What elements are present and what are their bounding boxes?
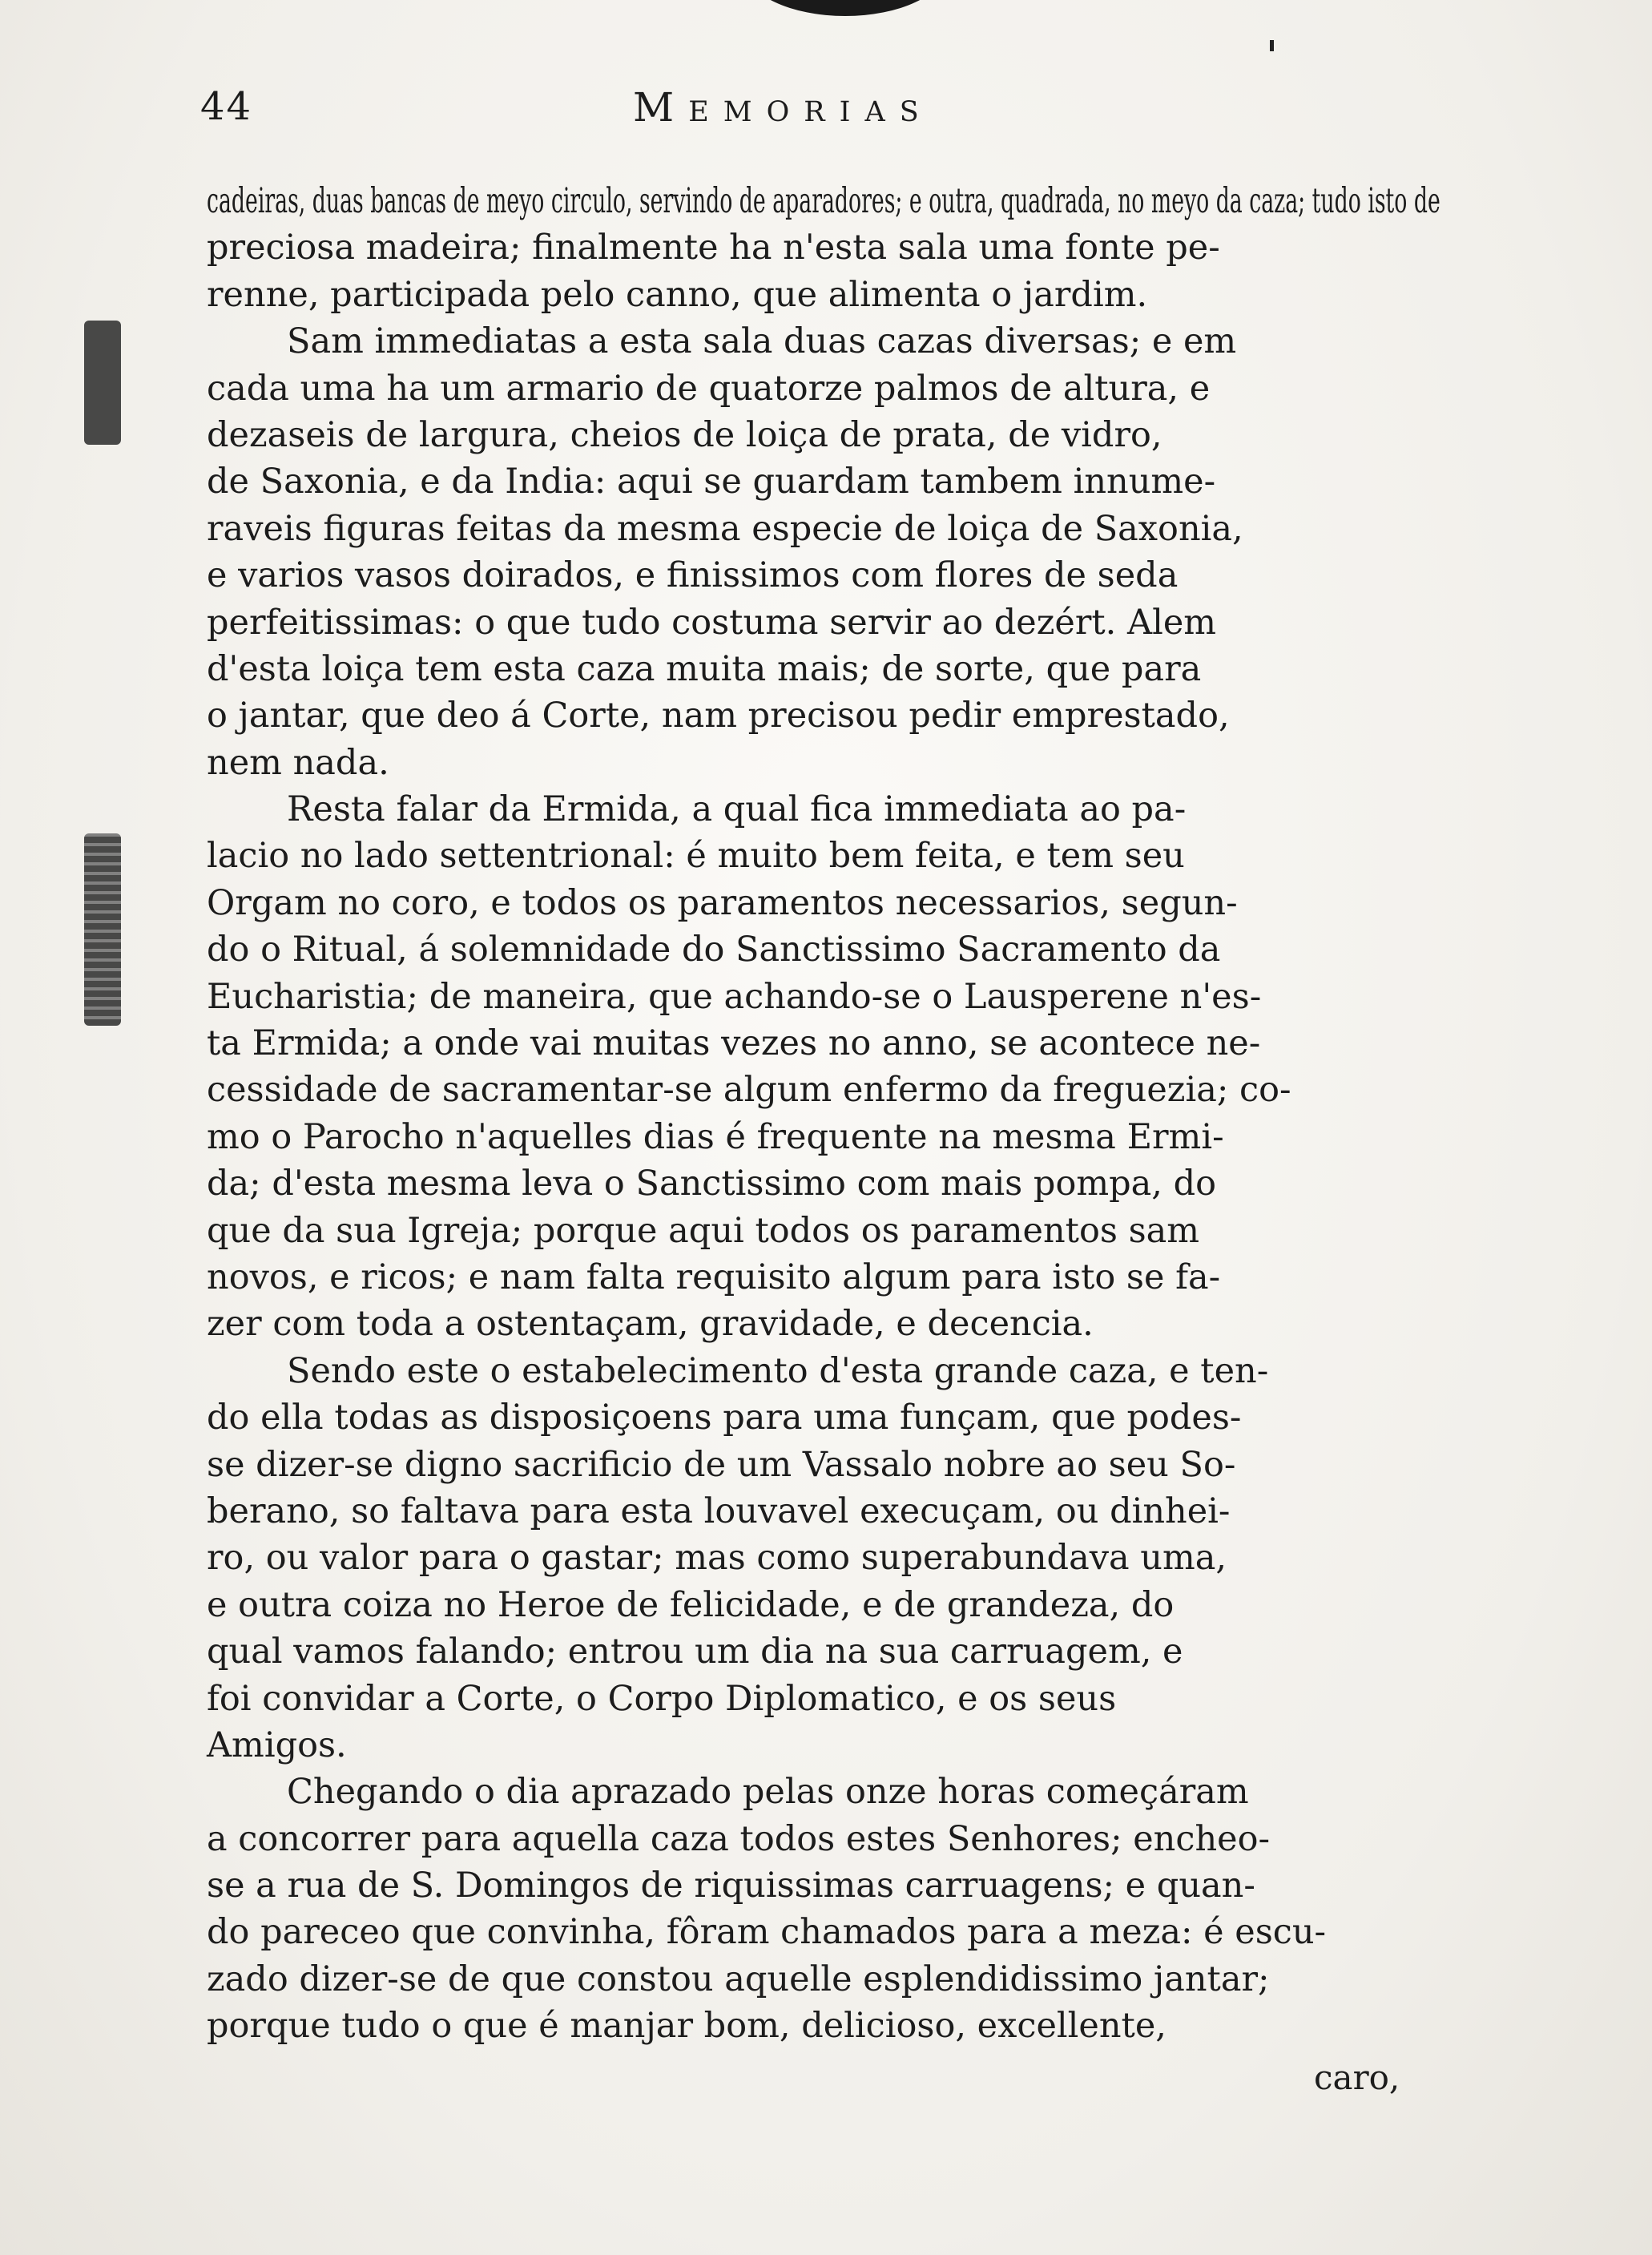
text-line: e varios vasos doirados, e finissimos com flores de seda [207, 555, 1179, 596]
text-line: berano, so faltava para esta louvavel execuçam, ou dinhei- [207, 1491, 1231, 1531]
page-number: 44 [200, 84, 253, 129]
page-header [200, 84, 1482, 140]
library-stamp [84, 321, 121, 445]
text-line: ro, ou valor para o gastar; mas como superabundava uma, [207, 1538, 1227, 1579]
text-line: Sendo este o estabelecimento d'esta grande caza, e ten- [287, 1350, 1269, 1391]
ink-mark [1270, 40, 1274, 51]
text-line: cada uma ha um armario de quatorze palmos de altura, e [207, 368, 1211, 409]
text-line: e outra coiza no Heroe de felicidade, e de grandeza, do [207, 1584, 1175, 1625]
text-line: se a rua de S. Domingos de riquissimas carruagens; e quan- [207, 1866, 1255, 1906]
text-line: Eucharistia; de maneira, que achando-se o Lausperene n'es- [207, 976, 1262, 1017]
text-line: novos, e ricos; e nam falta requisito algum para isto se fa- [207, 1257, 1221, 1297]
text-line: d'esta loiça tem esta caza muita mais; de sorte, que para [207, 648, 1202, 689]
text-line: do pareceo que convinha, fôram chamados para a meza: é escu- [207, 1912, 1327, 1953]
text-line: da; d'esta mesma leva o Sanctissimo com mais pompa, do [207, 1164, 1217, 1204]
text-line: ta Ermida; a onde vai muitas vezes no anno, se acontece ne- [207, 1023, 1261, 1064]
text-line: Chegando o dia aprazado pelas onze horas começáram [287, 1772, 1249, 1813]
text-line: o jantar, que deo á Corte, nam precisou pedir emprestado, [207, 696, 1230, 736]
text-line: cadeiras, duas bancas de meyo circulo, servindo de aparadores; e outra, quadrada, no meyo da caza; tudo isto de [207, 181, 1440, 221]
text-line: Amigos. [207, 1725, 347, 1765]
running-head: Memorias [633, 84, 933, 131]
text-line: preciosa madeira; finalmente ha n'esta sala uma fonte pe- [207, 228, 1220, 268]
library-stamp [84, 833, 121, 1026]
text-line: dezaseis de largura, cheios de loiça de prata, de vidro, [207, 414, 1162, 455]
text-line: a concorrer para aquella caza todos estes Senhores; encheo- [207, 1818, 1271, 1859]
text-line: renne, participada pelo canno, que alimenta o jardim. [207, 274, 1148, 315]
text-line: se dizer-se digno sacrificio de um Vassalo nobre ao seu So- [207, 1444, 1236, 1485]
text-line: zado dizer-se de que constou aquelle esplendidissimo jantar; [207, 1959, 1270, 1999]
text-line: do ella todas as disposiçoens para uma funçam, que podes- [207, 1398, 1242, 1438]
text-line: que da sua Igreja; porque aqui todos os paramentos sam [207, 1210, 1200, 1251]
text-line: de Saxonia, e da India: aqui se guardam tambem innume- [207, 462, 1216, 502]
text-line: qual vamos falando; entrou um dia na sua carruagem, e [207, 1632, 1183, 1672]
text-line: nem nada. [207, 742, 389, 783]
text-line: Resta falar da Ermida, a qual fica immediata ao pa- [287, 789, 1187, 830]
catchword: caro, [1314, 2058, 1400, 2097]
text-line: perfeitissimas: o que tudo costuma servir ao dezért. Alem [207, 602, 1217, 643]
text-line: cessidade de sacramentar-se algum enfermo da freguezia; co- [207, 1070, 1291, 1111]
body-text [207, 178, 1440, 2050]
text-line: porque tudo o que é manjar bom, delicioso, excellente, [207, 2006, 1166, 2047]
text-line: do o Ritual, á solemnidade do Sanctissimo Sacramento da [207, 930, 1221, 970]
ink-blot [745, 0, 945, 16]
text-line: raveis figuras feitas da mesma especie de loiça de Saxonia, [207, 508, 1243, 549]
text-line: lacio no lado settentrional: é muito bem feita, e tem seu [207, 836, 1185, 877]
text-line: Sam immediatas a esta sala duas cazas diversas; e em [287, 321, 1237, 362]
text-line: zer com toda a ostentaçam, gravidade, e decencia. [207, 1304, 1094, 1345]
text-line: mo o Parocho n'aquelles dias é frequente na mesma Ermi- [207, 1116, 1224, 1157]
text-line: foi convidar a Corte, o Corpo Diplomatico, e os seus [207, 1678, 1117, 1719]
text-line: Orgam no coro, e todos os paramentos necessarios, segun- [207, 882, 1238, 923]
